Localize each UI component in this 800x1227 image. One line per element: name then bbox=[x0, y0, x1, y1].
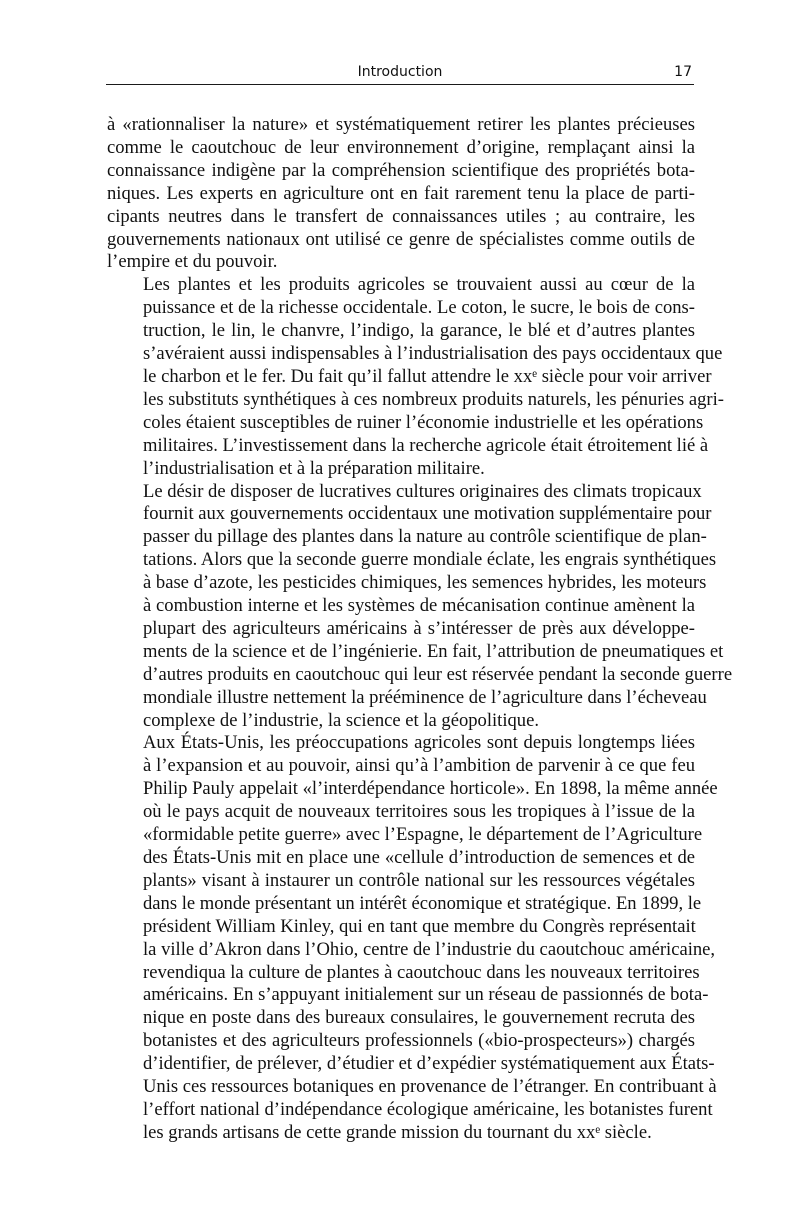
text-line: les substituts synthétiques à ces nombreux produits naturels, les pénuries agri- bbox=[143, 388, 724, 410]
text-line: Aux États-Unis, les préoccupations agricoles sont depuis longtemps liées bbox=[143, 732, 695, 754]
text-line: le charbon et le fer. Du fait qu’il fallut attendre le xxᵉ siècle pour voir arriver bbox=[143, 365, 712, 387]
text-line: revendiqua la culture de plantes à caoutchouc dans les nouveaux territoires bbox=[143, 961, 700, 983]
text-line: botanistes et des agriculteurs professionnels («bio-prospecteurs») chargés bbox=[143, 1030, 695, 1052]
text-line: tations. Alors que la seconde guerre mondiale éclate, les engrais synthétiques bbox=[143, 549, 717, 571]
text-line: dans le monde présentant un intérêt économique et stratégique. En 1899, le bbox=[143, 892, 702, 914]
text-line: des États-Unis mit en place une «cellule d’introduction de semences et de bbox=[143, 847, 695, 868]
text-line: truction, le lin, le chanvre, l’indigo, la garance, le blé et d’autres plantes bbox=[143, 320, 695, 342]
text-line: Les plantes et les produits agricoles se trouvaient aussi au cœur de la bbox=[143, 274, 695, 296]
running-header bbox=[106, 62, 694, 85]
text-line: l’industrialisation et à la préparation militaire. bbox=[143, 457, 485, 479]
paragraph bbox=[107, 274, 724, 480]
text-line: nique en poste dans des bureaux consulaires, le gouvernement recruta des bbox=[143, 1007, 695, 1029]
body-text bbox=[107, 114, 733, 1145]
text-line: d’identifier, de prélever, d’étudier et d’expédier systématiquement aux États- bbox=[143, 1053, 715, 1075]
text-line: à base d’azote, les pesticides chimiques, les semences hybrides, les moteurs bbox=[143, 572, 707, 594]
text-line: américains. En s’appuyant initialement sur un réseau de passionnés de bota- bbox=[143, 984, 709, 1006]
text-line: fournit aux gouvernements occidentaux une motivation supplémentaire pour bbox=[143, 503, 712, 525]
paragraph bbox=[107, 732, 718, 1144]
paragraph bbox=[107, 114, 695, 274]
text-line: puissance et de la richesse occidentale. Le coton, le sucre, le bois de cons- bbox=[143, 297, 695, 319]
running-title: Introduction bbox=[357, 64, 443, 80]
text-line: d’autres produits en caoutchouc qui leur est réservée pendant la seconde guerre bbox=[143, 663, 733, 685]
text-line: à l’expansion et au pouvoir, ainsi qu’à l’ambition de parvenir à ce que feu bbox=[143, 755, 695, 777]
text-line: «formidable petite guerre» avec l’Espagne, le département de l’Agriculture bbox=[143, 824, 703, 846]
text-line: Philip Pauly appelait «l’interdépendance horticole». En 1898, la même année bbox=[143, 778, 718, 800]
page-number: 17 bbox=[674, 64, 692, 80]
text-line: passer du pillage des plantes dans la nature au contrôle scientifique de plan- bbox=[143, 526, 707, 548]
text-line: comme le caoutchouc de leur environnement d’origine, remplaçant ainsi la bbox=[107, 136, 695, 158]
text-line: où le pays acquit de nouveaux territoires sous les tropiques à l’issue de la bbox=[143, 801, 695, 823]
text-line: président William Kinley, qui en tant que membre du Congrès représentait bbox=[143, 915, 696, 937]
text-line: ments de la science et de l’ingénierie. En fait, l’attribution de pneumatiques et bbox=[143, 640, 724, 662]
text-line: militaires. L’investissement dans la recherche agricole était étroitement lié à bbox=[143, 434, 709, 456]
text-line: les grands artisans de cette grande mission du tournant du xxᵉ siècle. bbox=[143, 1121, 652, 1143]
paragraph bbox=[107, 480, 733, 733]
text-line: niques. Les experts en agriculture ont en fait rarement tenu la place de parti- bbox=[107, 182, 695, 204]
text-line: connaissance indigène par la compréhension scientifique des propriétés bota- bbox=[107, 159, 695, 181]
text-line: l’empire et du pouvoir. bbox=[107, 251, 278, 273]
text-line: plupart des agriculteurs américains à s’intéresser de près aux développe- bbox=[143, 617, 695, 639]
text-line: s’avéraient aussi indispensables à l’industrialisation des pays occidentaux que bbox=[143, 343, 723, 365]
text-line: Unis ces ressources botaniques en provenance de l’étranger. En contribuant à bbox=[143, 1076, 717, 1098]
text-line: mondiale illustre nettement la prééminence de l’agriculture dans l’écheveau bbox=[143, 686, 707, 708]
text-line: cipants neutres dans le transfert de connaissances utiles ; au contraire, les bbox=[107, 205, 695, 227]
text-line: la ville d’Akron dans l’Ohio, centre de l’industrie du caoutchouc américaine, bbox=[143, 938, 716, 960]
text-line: Le désir de disposer de lucratives cultures originaires des climats tropicaux bbox=[143, 480, 702, 502]
text-line: à combustion interne et les systèmes de mécanisation continue amènent la bbox=[143, 595, 695, 617]
text-line: gouvernements nationaux ont utilisé ce genre de spécialistes comme outils de bbox=[107, 228, 695, 250]
text-line: l’effort national d’indépendance écologique américaine, les botanistes furent bbox=[143, 1098, 713, 1120]
text-line: plants» visant à instaurer un contrôle national sur les ressources végétales bbox=[143, 869, 695, 891]
text-line: complexe de l’industrie, la science et la géopolitique. bbox=[143, 709, 540, 731]
text-line: coles étaient susceptibles de ruiner l’économie industrielle et les opérations bbox=[143, 411, 704, 433]
text-line: à «rationnaliser la nature» et systématiquement retirer les plantes précieuses bbox=[107, 114, 695, 135]
